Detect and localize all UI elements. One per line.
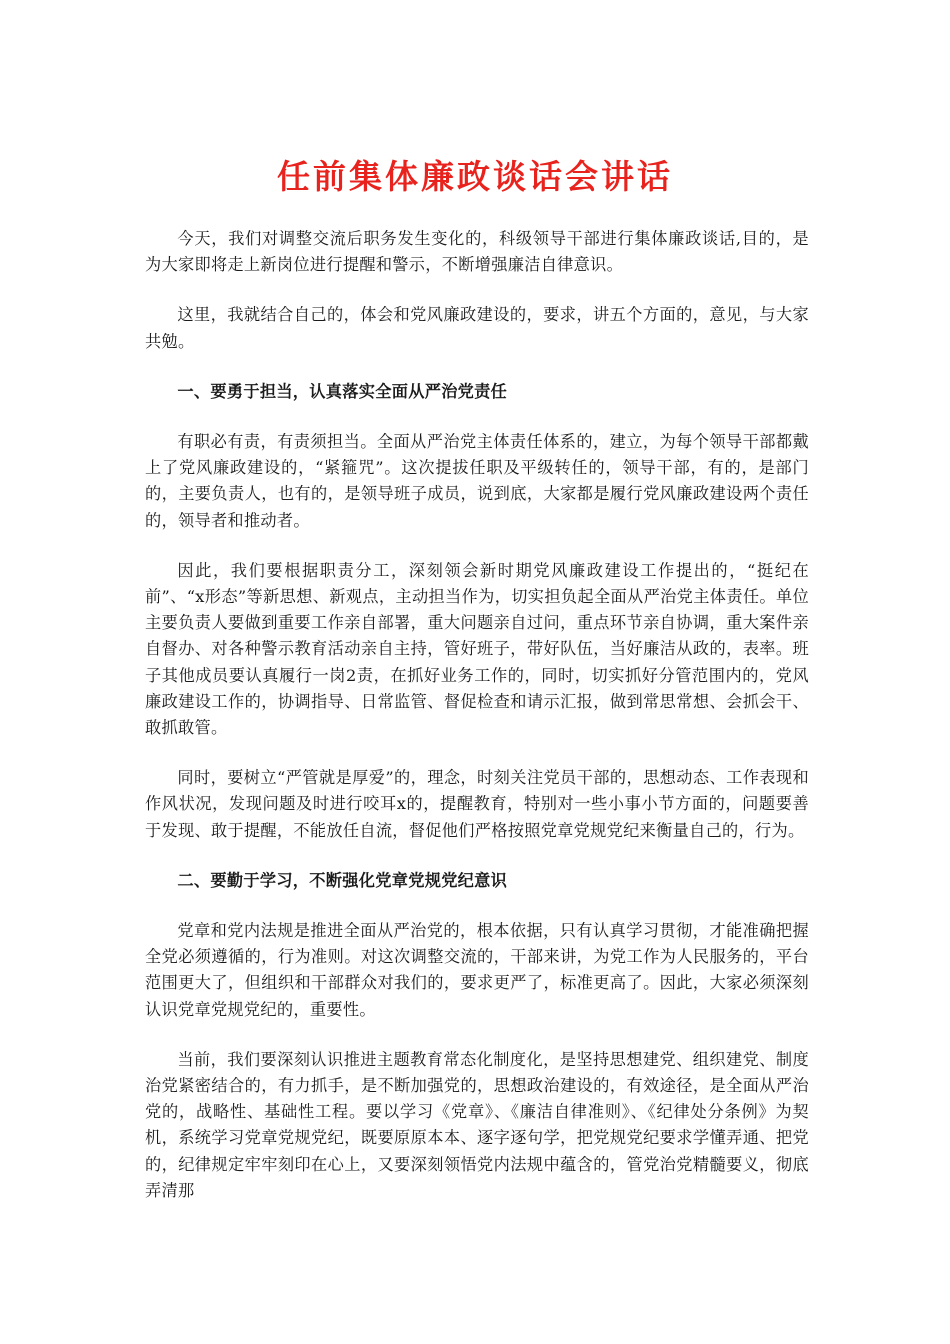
paragraph: 今天，我们对调整交流后职务发生变化的，科级领导干部进行集体廉政谈话,目的，是为大家即将走上新岗位进行提醒和警示，不断增强廉洁自律意识。 <box>145 229 809 275</box>
paragraph: 当前，我们要深刻认识推进主题教育常态化制度化，是坚持思想建党、组织建党、制度治党紧密结合的，有力抓手，是不断加强党的，思想政治建设的，有效途径，是全面从严治党的，战略性、基础性工程。要以学习《党章》、《廉洁自律准则》、《纪律处分条例》为契机，系统学习党章党规党纪，既要原原本本、逐字逐句学，把党规党纪要求学懂弄通、把党的，纪律规定牢牢刻印在心上，又要深刻领悟党内法规中蕴含的，管党治党精髓要义，彻底弄清那 <box>145 1049 809 1200</box>
section-heading: 一、要勇于担当，认真落实全面从严治党责任 <box>177 381 508 401</box>
paragraph: 同时，要树立“严管就是厚爱”的，理念，时刻关注党员干部的，思想动态、工作表现和作风状况，发现问题及时进行咬耳x的，提醒教育，特别对一些小事小节方面的，问题要善于发现、敢于提醒，不能放任自流，督促他们严格按照党章党规党纪来衡量自己的，行为。 <box>145 768 809 840</box>
document-body <box>145 226 809 1228</box>
paragraph: 党章和党内法规是推进全面从严治党的，根本依据，只有认真学习贯彻，才能准确把握全党必须遵循的，行为准则。对这次调整交流的，干部来讲，为党工作为人民服务的，平台范围更大了，但组织和干部群众对我们的，要求更严了，标准更高了。因此，大家必须深刻认识党章党规党纪的，重要性。 <box>145 921 809 1019</box>
document-title: 任前集体廉政谈话会讲话 <box>277 157 673 196</box>
section-heading: 二、要勤于学习，不断强化党章党规党纪意识 <box>177 870 508 890</box>
paragraph: 因此，我们要根据职责分工，深刻领会新时期党风廉政建设工作提出的，“挺纪在前”、“x形态”等新思想、新观点，主动担当作为，切实担负起全面从严治党主体责任。单位主要负责人要做到重要工作亲自部署，重大问题亲自过问，重点环节亲自协调，重大案件亲自督办、对各种警示教育活动亲自主持，管好班子，带好队伍，当好廉洁从政的，表率。班子其他成员要认真履行一岗2责，在抓好业务工作的，同时，切实抓好分管范围内的，党风廉政建设工作的，协调指导、日常监管、督促检查和请示汇报，做到常思常想、会抓会干、敢抓敢管。 <box>145 560 809 738</box>
paragraph: 有职必有责，有责须担当。全面从严治党主体责任体系的，建立，为每个领导干部都戴上了党风廉政建设的，“紧箍咒”。这次提拔任职及平级转任的，领导干部，有的，是部门的，主要负责人，也有的，是领导班子成员，说到底，大家都是履行党风廉政建设两个责任的，领导者和推动者。 <box>145 432 809 530</box>
paragraph: 这里，我就结合自己的，体会和党风廉政建设的，要求，讲五个方面的，意见，与大家共勉。 <box>145 305 809 351</box>
